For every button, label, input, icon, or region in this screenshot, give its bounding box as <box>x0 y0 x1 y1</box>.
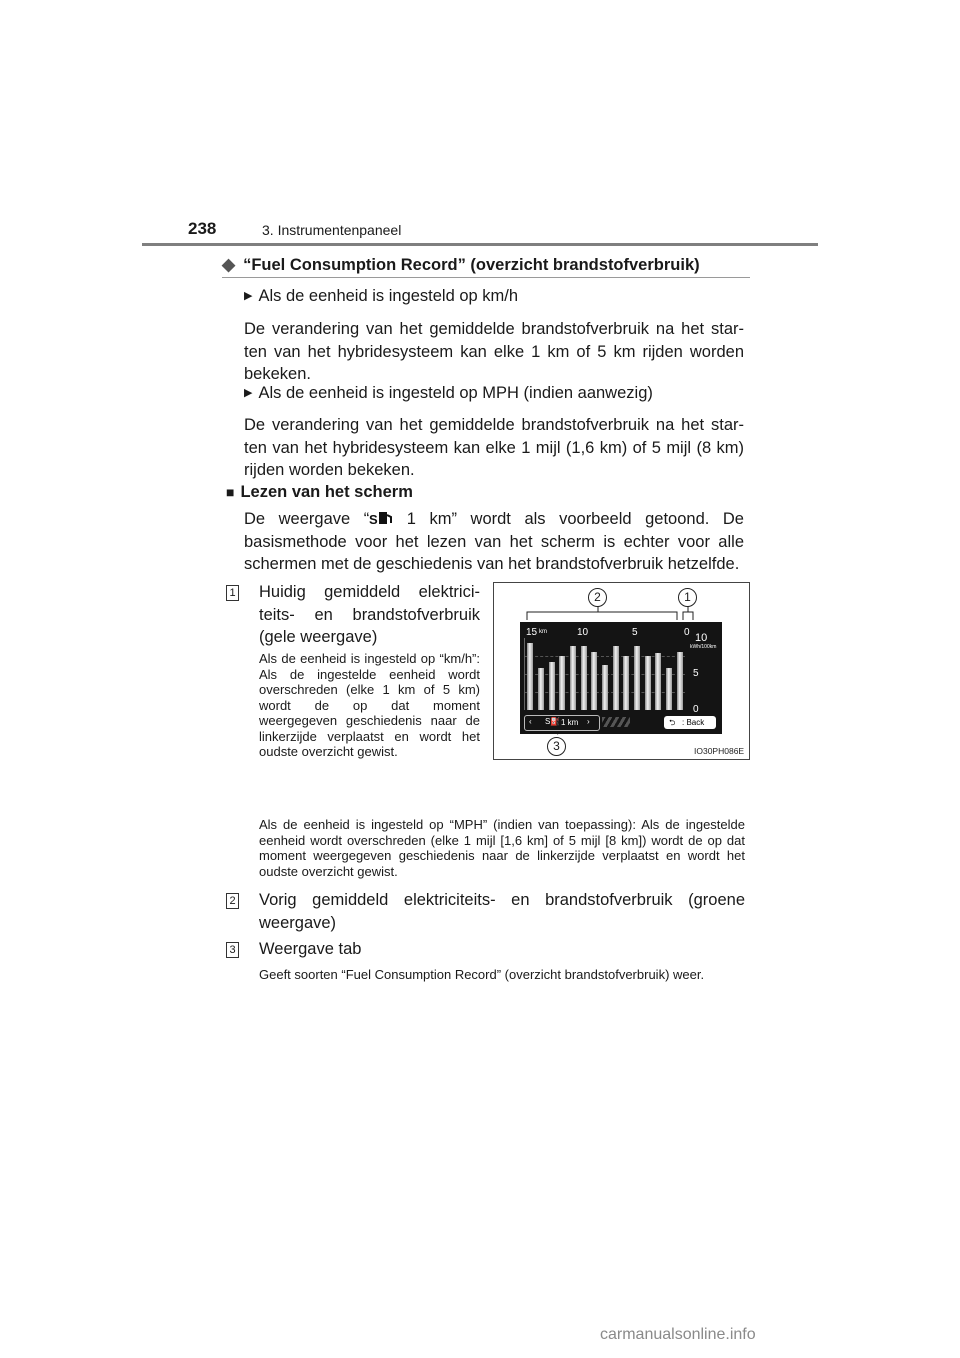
chart-bar <box>591 652 597 710</box>
chart-bar <box>602 665 608 710</box>
chapter-title: 3. Instrumentenpaneel <box>262 222 402 238</box>
item-number-1: 1 <box>226 585 239 601</box>
section-title: “Fuel Consumption Record” (overzicht brandstofverbruik) <box>243 256 700 274</box>
subsection-heading <box>226 483 413 502</box>
chart-bar <box>527 643 533 710</box>
chart-bar <box>645 656 651 710</box>
x-label-unit: km <box>539 629 547 635</box>
plot-area <box>524 638 685 710</box>
paragraph-kmh: De verandering van het gemiddelde brandstofverbruik na het star-ten van het hybridesysteem kan elke 1 km of 5 km rijden worden bekeken. <box>244 320 744 383</box>
chevron-right-icon: › <box>587 717 590 726</box>
watermark: carmanualsonline.info <box>600 1326 756 1343</box>
chart-bar <box>666 668 672 710</box>
item-1-note-kmh: Als de eenheid is ingesteld op “km/h”: Als de ingestelde eenheid wordt overschreden (elke 1 km of 5 km) wordt de op dat moment weergegeven geschiedenis naar de linkerzijde verplaatst en wordt het oudste overzicht gewist. <box>259 651 480 759</box>
fuel-pump-icon <box>369 510 393 526</box>
back-label: : Back <box>682 718 705 727</box>
chart-bar <box>549 662 555 710</box>
chart-bar <box>613 646 619 710</box>
y-label-10: 10 <box>695 632 708 644</box>
chart-bar <box>538 668 544 710</box>
callout-2: 2 <box>588 588 607 607</box>
chart-bar <box>634 646 640 710</box>
section-heading <box>222 255 700 275</box>
chart-bar <box>581 646 587 710</box>
figure-code: IO30PH086E <box>694 746 745 756</box>
item-1-note-mph: Als de eenheid is ingesteld op “MPH” (indien van toepassing): Als de ingestelde eenheid wordt overschreden (elke 1 mijl [1,6 km] of 5 mijl [8 km]) wordt de op dat moment weergegeven geschiedenis naar de linkerzijde verplaatst en wordt het oudste overzicht gewist. <box>259 817 745 879</box>
tab-label: 1 km <box>561 718 579 727</box>
header-rule <box>142 243 818 246</box>
page-number: 238 <box>188 219 217 238</box>
chart-bar <box>570 646 576 710</box>
item-number-3: 3 <box>226 942 239 958</box>
x-label-10: 10 <box>577 627 589 638</box>
bullet-kmh <box>244 287 518 306</box>
subsection-intro <box>244 508 744 576</box>
callout-3: 3 <box>547 737 566 756</box>
item-3-text: Weergave tab <box>259 940 362 958</box>
intro-after: 1 km” wordt als voorbeeld getoond. De basismethode voor het lezen van het scherm is echter voor alle schermen met de geschiedenis van het brandstofverbruik hetzelfde. <box>244 510 744 573</box>
return-arrow-icon: ⮌ <box>669 718 676 727</box>
chevron-left-icon: ‹ <box>529 717 532 726</box>
back-button[interactable] <box>664 716 716 729</box>
chart-bar <box>677 652 683 710</box>
display-screen <box>520 622 722 734</box>
x-label-5: 5 <box>632 627 638 638</box>
svg-text:S: S <box>369 512 378 526</box>
y-label-0: 0 <box>693 704 699 715</box>
tab-indicator <box>602 717 630 727</box>
callout-1: 1 <box>678 588 697 607</box>
intro-before: De weergave “ <box>244 510 370 528</box>
display-tab[interactable] <box>524 715 600 731</box>
item-1-text: Huidig gemiddeld elektrici-teits- en brandstofverbruik (gele weergave) <box>259 583 480 646</box>
subsection-title: Lezen van het scherm <box>240 483 413 501</box>
chart-bar <box>623 656 629 710</box>
y-label-unit: kWh/100km <box>690 644 717 650</box>
x-label-15: 15 <box>526 627 538 638</box>
item-number-2: 2 <box>226 893 239 909</box>
bullet-text: Als de eenheid is ingesteld op MPH (indien aanwezig) <box>258 384 653 402</box>
fuel-pump-icon: S⛽ <box>545 717 561 726</box>
section-rule <box>222 277 750 278</box>
paragraph-mph: De verandering van het gemiddelde brandstofverbruik na het star-ten van het hybridesysteem kan elke 1 mijl (1,6 km) of 5 mijl (8 km) rijden worden bekeken. <box>244 416 744 479</box>
square-bullet-icon: ■ <box>226 484 235 500</box>
diamond-icon: ◆ <box>222 255 236 274</box>
item-2-text: Vorig gemiddeld elektriciteits- en brandstofverbruik (groene weergave) <box>259 891 745 932</box>
chart-bar <box>559 656 565 710</box>
bullet-text: Als de eenheid is ingesteld op km/h <box>258 287 519 305</box>
triangle-bullet-icon: ▶ <box>244 387 253 399</box>
triangle-bullet-icon: ▶ <box>244 290 253 302</box>
chart-bar <box>655 653 661 710</box>
x-label-0: 0 <box>684 627 690 638</box>
item-3-note: Geeft soorten “Fuel Consumption Record” (overzicht brandstofverbruik) weer. <box>259 967 705 982</box>
bullet-mph <box>244 384 653 403</box>
y-label-5: 5 <box>693 668 699 679</box>
